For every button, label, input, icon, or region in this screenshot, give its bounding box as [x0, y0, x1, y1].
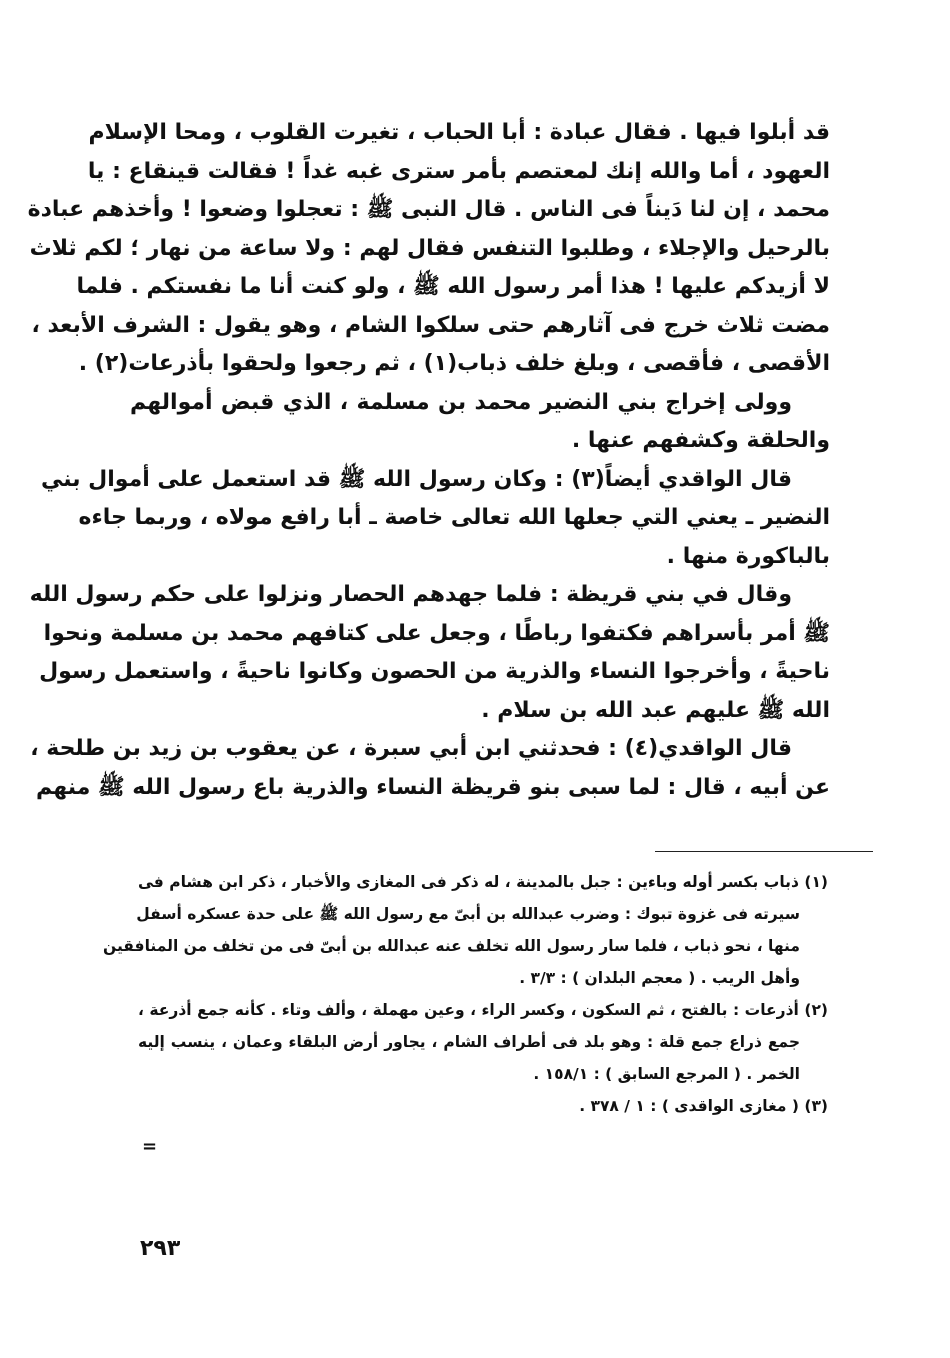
- main-text: [27, 114, 830, 807]
- page-number: ٢٩٣: [140, 1236, 181, 1261]
- text-line: محمد ، إن لنا دَيناً فى الناس . قال النبى ﷺ : تعجلوا وضعوا ! وأخذهم عبادة: [27, 197, 830, 222]
- footnote-line: وأهل الريب . ( معجم البلدان ) : ٣/٣ .: [519, 969, 800, 987]
- footnote-line: الخمر . ( المرجع السابق ) : ١٥٨/١ .: [533, 1065, 800, 1083]
- text-line: وولى إخراج بني النضير محمد بن مسلمة ، الذي قبض أموالهم: [130, 389, 792, 415]
- text-line: بالرحيل والإجلاء ، وطلبوا التنفس فقال لهم : ولا ساعة من نهار ؛ لكم ثلاث: [29, 235, 830, 261]
- footnote-line: سيرته فى غزوة تبوك : وضرب عبدالله بن أبىّ مع رسول الله ﷺ على حدة عسكره أسفل: [136, 905, 800, 923]
- footnote-line: (٣) ( مغازى الواقدى ) : ١ / ٣٧٨ .: [579, 1097, 828, 1115]
- footnote-line: (١) ذباب بكسر أوله وباءين : جبل بالمدينة ، له ذكر فى المغازى والأخبار ، ذكر ابن هشام فى: [138, 873, 828, 891]
- footnote-line: جمع ذراع جمع قلة : وهو بلد فى أطراف الشام ، يجاور أرض البلقاء وعمان ، ينسب إليه: [138, 1033, 800, 1051]
- text-line: قال الواقدي أيضاً(٣) : وكان رسول الله ﷺ قد استعمل على أموال بني: [41, 466, 792, 492]
- footnote-divider: [655, 851, 873, 852]
- text-line: الله ﷺ عليهم عبد الله بن سلام .: [481, 697, 830, 723]
- text-line: عن أبيه ، قال : لما سبى بنو قريظة النساء والذرية باع رسول الله ﷺ منهم: [36, 774, 830, 800]
- text-line: مضت ثلاث خرج فى آثارهم حتى سلكوا الشام ، وهو يقول : الشرف الأبعد ،: [31, 312, 830, 338]
- text-line: لا أزيدكم عليها ! هذا أمر رسول الله ﷺ ، ولو كنت أنا ما نفستكم . فلما: [76, 274, 830, 299]
- text-line: بالباكورة منها .: [666, 543, 830, 569]
- text-line: ناحيةً ، وأخرجوا النساء والذرية من الحصون وكانوا ناحيةً ، واستعمل رسول: [39, 659, 830, 684]
- text-line: ﷺ أمر بأسراهم فكتفوا رباطًا ، وجعل على كتافهم محمد بن مسلمة ونحوا: [43, 620, 830, 646]
- text-line: وقال في بني قريظة : فلما جهدهم الحصار ونزلوا على حكم رسول الله: [29, 582, 792, 607]
- footnote-line: منها ، نحو ذباب ، فلما سار رسول الله تخلف عنه عبدالله بن أبىّ فى من تخلف من المنافقين: [103, 937, 800, 955]
- text-line: قال الواقدي(٤) : فحدثني ابن أبي سبرة ، عن يعقوب بن زيد بن طلحة ،: [30, 736, 792, 761]
- footnote-line: (٢) أذرعات : بالفتح ، ثم السكون ، وكسر الراء ، وعين مهملة ، وألف وتاء . كأنه جمع أذرعة ،: [138, 1001, 828, 1019]
- text-line: النضير ـ يعني التي جعلها الله تعالى خاصة ـ أبا رافع مولاه ، وربما جاءه: [78, 505, 830, 530]
- text-line: الأقصى ، فأقصى ، وبلغ خلف ذباب(١) ، ثم رجعوا ولحقوا بأذرعات(٢) .: [78, 351, 830, 376]
- footnote-continuation-mark: =: [142, 1136, 158, 1157]
- text-line: العهود ، أما والله إنك لمعتصم بأمر سترى غبه غداً ! فقالت قينقاع : يا: [87, 158, 830, 184]
- text-line: قد أبلوا فيها . فقال عبادة : أبا الحباب ، تغيرت القلوب ، ومحا الإسلام: [88, 120, 830, 145]
- footnotes: [103, 866, 828, 1122]
- text-line: والحلقة وكشفهم عنها .: [571, 428, 830, 453]
